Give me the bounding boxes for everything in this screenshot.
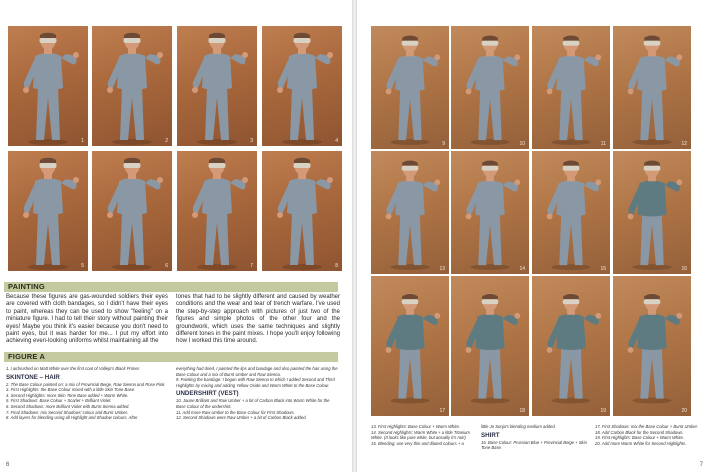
- left-page: [0, 0, 352, 472]
- painting-intro-right: tones that had to be slightly different and caused by weather conditions and the wear and tear of trench warfare. I've used the step-by-step approach with pictures of just two of the figures and simple photos of the other four and the groundwork, which uses the same techniques and slightly different tones in the paint mixes. I hope you'll enjoy following how I worked this time around.: [176, 294, 340, 345]
- step-text: 20. Add more Warm White for Second Highlights.: [595, 440, 687, 446]
- step-text: 18. Add Carbon Black for the Second Shadows.: [595, 429, 684, 435]
- photo-number: 12: [681, 141, 687, 147]
- step-photo: [532, 151, 610, 274]
- step-photo: [8, 26, 88, 146]
- step-text: little Jo Sonja's blending medium added.: [481, 424, 556, 429]
- step-photo: [177, 26, 257, 146]
- step-text: 11. Add more Raw Umber to the Base Colour for First Shadows.: [176, 409, 295, 415]
- step-photo: [92, 151, 172, 271]
- step-text: everything had dried, I painted the lips and bandage and also painted the hair using the Base Colour and a mix of Burnt Umber and Raw Sienna.: [176, 366, 338, 377]
- step-photo: [613, 276, 691, 416]
- step-text: 19. First Highlights: Base Colour + Warm White.: [595, 435, 684, 441]
- page-number-left: 6: [6, 462, 10, 468]
- step-text: 5. First Shadows: Base Colour + Scarlet + Brilliant Violet.: [6, 398, 112, 404]
- step-text: 2. The Base Colour painted on: a mix of Provincial Beige, Raw Sienna and Rose Pink.: [6, 381, 166, 387]
- step-text: 1. I airbrushed on Matt White over the first coat of Vallejo's Black Primer.: [6, 366, 141, 371]
- step-photo: [371, 276, 449, 416]
- step-text: 12. Second Shadows were Raw Umber + a bit of Carbon Black added.: [176, 415, 307, 421]
- right-page: [357, 0, 709, 472]
- step-text: 9. Painting the bandage: I began with Raw Sienna to which I added Second and Third Highlights by mixing and adding Yellow Oxide and Warm White to the Base Colour.: [176, 377, 335, 388]
- right-steps-col3: [595, 424, 703, 446]
- step-text: 16. Base Colour: Prussian Blue + Provincial Beige + Skin Tone Base.: [481, 439, 587, 451]
- step-photo: [262, 26, 342, 146]
- photo-number: 9: [442, 141, 445, 147]
- photo-number: 13: [439, 266, 445, 272]
- step-text: 3. First Highlights: the Base Colour mixed with a little Skin Tone Base.: [6, 387, 136, 393]
- figure-a-section-bar: [4, 352, 338, 362]
- step-photo: [532, 26, 610, 149]
- step-subheading: SHIRT: [481, 431, 500, 439]
- step-text: 14. Second Highlights: Warm White + a little Titanium White. (It looks like pure white, but actually it's not!): [371, 429, 470, 441]
- step-text: 7. Final Shadows: mix Second Shadows' colour and Burnt Umber.: [6, 409, 129, 415]
- step-photo: [451, 276, 529, 416]
- photo-number: 17: [439, 408, 445, 414]
- photo-number: 11: [600, 141, 606, 147]
- photo-number: 20: [681, 408, 687, 414]
- step-photo: [613, 26, 691, 149]
- photo-number: 16: [681, 266, 687, 272]
- photo-number: 19: [600, 408, 606, 414]
- painting-intro-left: Because these figures are gas-wounded soldiers their eyes are covered with cloth bandages, so I didn't have their eyes to paint, whereas they can be used to show "feeling" on a miniature figure. I had to tell their story without painting their eyes! Maybe you think it's easier because you don't need to paint eyes, but it was harder for me... I put my effort into achieving even-looking uniforms whilst maintaining all the: [6, 294, 168, 345]
- step-photo: [371, 26, 449, 149]
- figure-a-steps-col1: [6, 366, 168, 421]
- photo-number: 10: [519, 141, 525, 147]
- step-photo: [262, 151, 342, 271]
- step-photo: [371, 151, 449, 274]
- right-steps-col1: [371, 424, 475, 446]
- step-photo: [613, 151, 691, 274]
- figure-a-heading: FIGURE A: [8, 352, 46, 361]
- step-subheading: UNDERSHIRT (VEST): [176, 390, 239, 398]
- photo-number: 15: [600, 266, 606, 272]
- step-text: 10. Jaune Brilliant and Raw Umber + a bit of Carbon Black into Warm White for the Base Colour of the undershirt.: [176, 398, 330, 409]
- painting-section-bar: [4, 282, 338, 292]
- step-text: 17. First Shadows: mix the Base Colour + Burnt Umber.: [595, 424, 699, 429]
- page-number-right: 7: [699, 462, 703, 468]
- step-photo: [451, 151, 529, 274]
- photo-number: 5: [81, 263, 84, 269]
- photo-number: 8: [335, 263, 338, 269]
- photo-number: 1: [81, 138, 84, 144]
- figure-a-steps-col2: [176, 366, 340, 421]
- photo-number: 18: [519, 408, 525, 414]
- step-text: 15. Blending: use very thin and diluted colours + a: [371, 440, 464, 446]
- step-photo: [532, 276, 610, 416]
- photo-number: 3: [250, 138, 253, 144]
- photo-number: 14: [519, 266, 525, 272]
- photo-number: 7: [250, 263, 253, 269]
- step-text: 13. First Highlights: Base Colour + Warm White.: [371, 424, 460, 429]
- photo-number: 4: [335, 138, 338, 144]
- step-photo: [8, 151, 88, 271]
- step-photo: [92, 26, 172, 146]
- step-text: 8. Add layers for blending using all Highlight and Shadow colours. After: [6, 415, 138, 421]
- step-subheading: SKINTONE – HAIR: [6, 373, 60, 381]
- step-photo: [451, 26, 529, 149]
- step-text: 4. Second Highlights: more Skin Tone Base added + Warm White.: [6, 392, 129, 398]
- painting-heading: PAINTING: [8, 282, 45, 291]
- right-steps-col2: [481, 424, 589, 451]
- step-text: 6. Second Shadows: more Brilliant Violet with Burnt Sienna added.: [6, 403, 130, 409]
- step-photo: [177, 151, 257, 271]
- photo-number: 6: [165, 263, 168, 269]
- photo-number: 2: [165, 138, 168, 144]
